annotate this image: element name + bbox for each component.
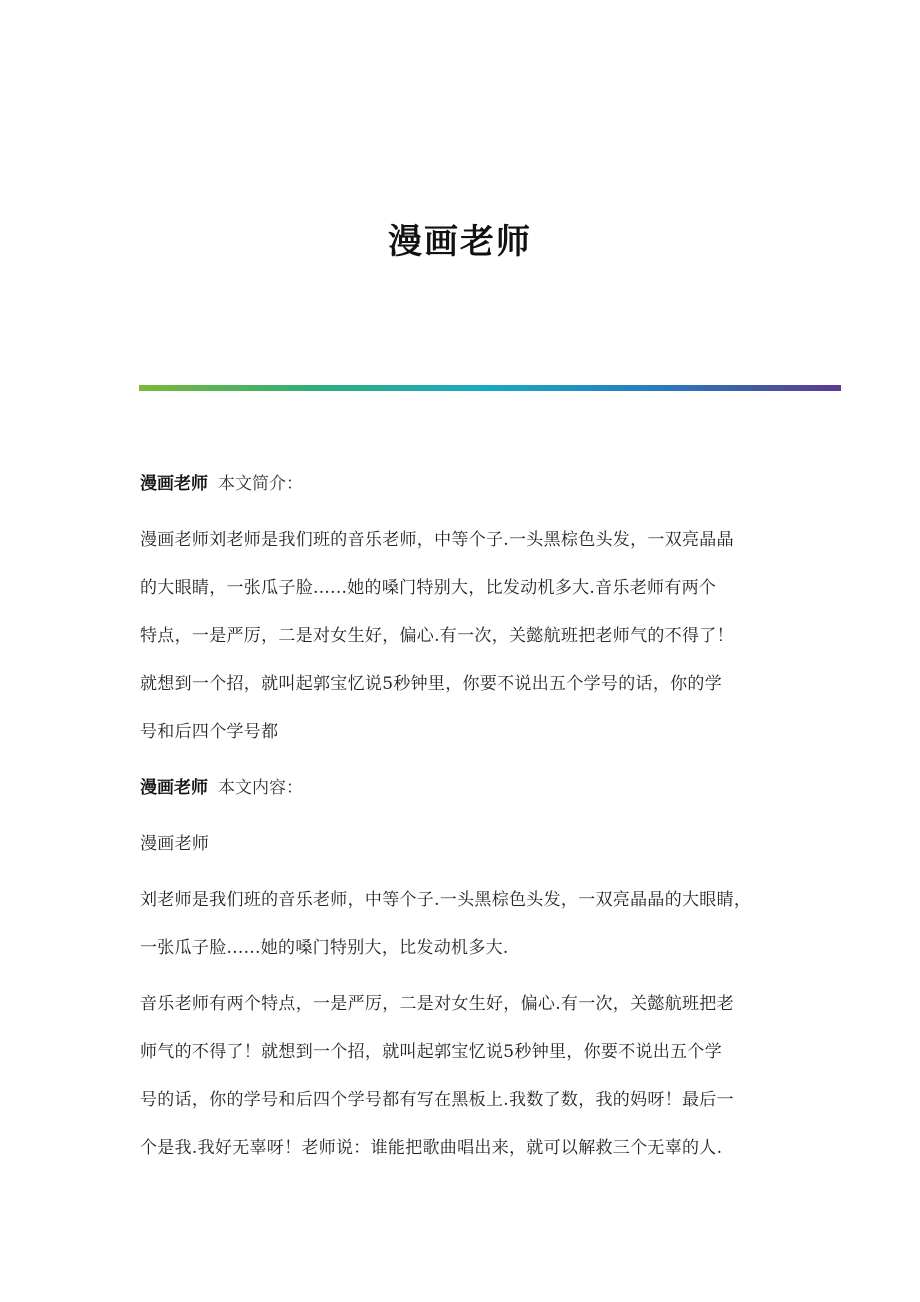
document-title: 漫画老师 — [388, 222, 532, 262]
content-paragraph-2 — [140, 980, 792, 1172]
content-line: 师气的不得了！就想到一个招，就叫起郭宝忆说5秒钟里，你要不说出五个学 — [140, 1042, 723, 1062]
gradient-divider — [139, 385, 841, 391]
content-line: 个是我.我好无辜呀！老师说：谁能把歌曲唱出来，就可以解救三个无辜的人. — [140, 1138, 723, 1158]
summary-heading — [140, 472, 303, 496]
content-line: 一张瓜子脸......她的嗓门特别大，比发动机多大. — [140, 938, 509, 958]
content-heading-title: 漫画老师 — [140, 778, 208, 798]
summary-heading-title: 漫画老师 — [140, 474, 208, 494]
content-paragraph-1 — [140, 876, 792, 972]
summary-heading-label: 本文简介： — [218, 474, 303, 494]
content-line: 号的话，你的学号和后四个学号都有写在黑板上.我数了数，我的妈呀！最后一 — [140, 1090, 734, 1110]
summary-line: 就想到一个招，就叫起郭宝忆说5秒钟里，你要不说出五个学号的话，你的学 — [140, 674, 723, 694]
content-heading — [140, 776, 303, 800]
summary-line: 的大眼睛，一张瓜子脸......她的嗓门特别大，比发动机多大.音乐老师有两个 — [140, 578, 717, 598]
content-subtitle — [140, 820, 792, 868]
summary-line: 特点，一是严厉，二是对女生好，偏心.有一次，关懿航班把老师气的不得了！ — [140, 626, 734, 646]
content-heading-label: 本文内容： — [218, 778, 303, 798]
content-subtitle-text: 漫画老师 — [140, 834, 210, 854]
summary-line: 号和后四个学号都 — [140, 722, 279, 742]
content-line: 音乐老师有两个特点，一是严厉，二是对女生好，偏心.有一次，关懿航班把老 — [140, 994, 734, 1014]
summary-paragraph — [140, 516, 792, 756]
content-line: 刘老师是我们班的音乐老师，中等个子.一头黑棕色头发，一双亮晶晶的大眼睛， — [140, 890, 752, 910]
summary-line: 漫画老师刘老师是我们班的音乐老师，中等个子.一头黑棕色头发，一双亮晶晶 — [140, 530, 734, 550]
